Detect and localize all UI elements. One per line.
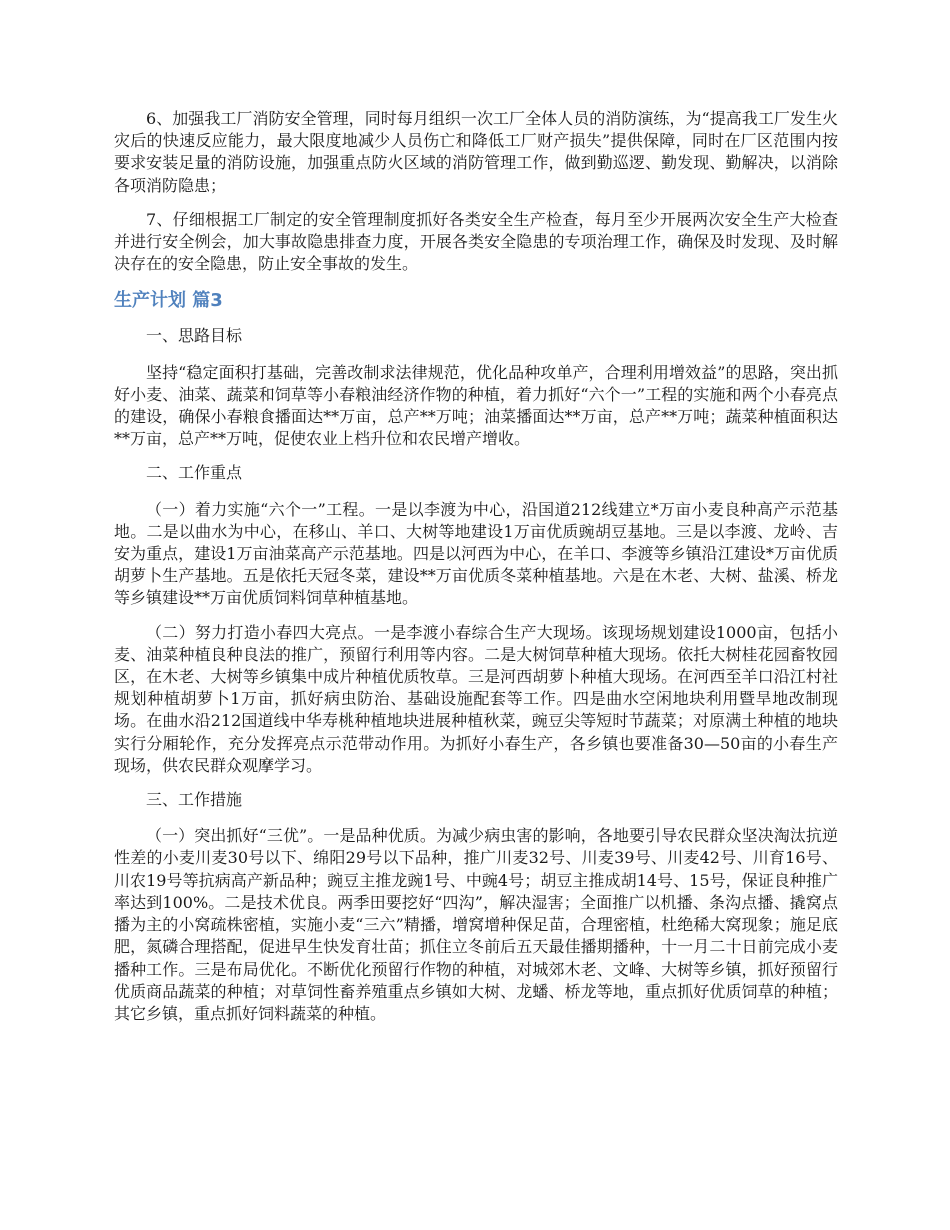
paragraph-focus-2: （二）努力打造小春四大亮点。一是李渡小春综合生产大现场。该现场规划建设1000亩，包括小麦、油菜种植良种良法的推广，预留行利用等内容。二是大树饲草种植大现场。依托大树桂花园畜牧园区，在木老、大树等乡镇集中成片种植优质牧草。三是河西胡萝卜种植大现场。在河西至羊口沿江村社规划种植胡萝卜1万亩，抓好病虫防治、基础设施配套等工作。四是曲水空闲地块利用暨旱地改制现场。在曲水沿212国道线中华寿桃种植地块进展种植秋菜，豌豆尖等短时节蔬菜；对原满土种植的地块实行分厢轮作，充分发挥亮点示范带动作用。为抓好小春生产，各乡镇也要准备30—50亩的小春生产现场，供农民群众观摩学习。 <box>114 622 838 775</box>
section-heading: 生产计划 篇3 <box>114 290 223 312</box>
paragraph-safety-inspection: 7、仔细根据工厂制定的安全管理制度抓好各类安全生产检查，每月至少开展两次安全生产大检查并进行安全例会，加大事故隐患排查力度，开展各类安全隐患的专项治理工作，确保及时发现、及时解决存在的安全隐患，防止安全事故的发生。 <box>114 209 838 274</box>
subheading-focus: 二、工作重点 <box>146 463 243 483</box>
paragraph-measures-1: （一）突出抓好“三优”。一是品种优质。为减少病虫害的影响，各地要引导农民群众坚决淘汰抗逆性差的小麦川麦30号以下、绵阳29号以下品种，推广川麦32号、川麦39号、川麦42号、川育16号、川农19号等抗病高产新品种；豌豆主推龙豌1号、中豌4号；胡豆主推成胡14号、15号，保证良种推广率达到100%。二是技术优良。两季田要挖好“四沟”，解决湿害；全面推广以机播、条沟点播、撬窝点播为主的小窝疏株密植，实施小麦“三六”精播，增窝增种保足苗，合理密植，杜绝稀大窝现象；施足底肥，氮磷合理搭配，促进早生快发育壮苗；抓住立冬前后五天最佳播期播种，十一月二十日前完成小麦播种工作。三是布局优化。不断优化预留行作物的种植，对城郊木老、文峰、大树等乡镇，抓好预留行优质商品蔬菜的种植；对草饲性畜养殖重点乡镇如大树、龙蟠、桥龙等地，重点抓好优质饲草的种植；其它乡镇，重点抓好饲料蔬菜的种植。 <box>114 826 838 1023</box>
document-page <box>114 108 838 1035</box>
paragraph-focus-1: （一）着力实施“六个一”工程。一是以李渡为中心，沿国道212线建立*万亩小麦良种高产示范基地。二是以曲水为中心，在移山、羊口、大树等地建设1万亩优质豌胡豆基地。三是以李渡、龙岭、吉安为重点，建设1万亩油菜高产示范基地。四是以河西为中心，在羊口、李渡等乡镇沿江建设*万亩优质胡萝卜生产基地。五是依托天冠冬菜，建设**万亩优质冬菜种植基地。六是在木老、大树、盐溪、桥龙等乡镇建设**万亩优质饲料饲草种植基地。 <box>114 499 838 608</box>
paragraph-goals: 坚持“稳定面积打基础，完善改制求法律规范，优化品种攻单产，合理利用增效益”的思路，突出抓好小麦、油菜、蔬菜和饲草等小春粮油经济作物的种植，着力抓好“六个一”工程的实施和两个小春亮点的建设，确保小春粮食播面达**万亩，总产**万吨；油菜播面达**万亩，总产**万吨；蔬菜种植面积达**万亩，总产**万吨，促使农业上档升位和农民增产增收。 <box>114 362 838 449</box>
paragraph-fire-safety: 6、加强我工厂消防安全管理，同时每月组织一次工厂全体人员的消防演练，为“提高我工厂发生火灾后的快速反应能力，最大限度地减少人员伤亡和降低工厂财产损失”提供保障，同时在厂区范围内按要求安装足量的消防设施，加强重点防火区域的消防管理工作，做到勤巡逻、勤发现、勤解决，以消除各项消防隐患； <box>114 109 838 195</box>
subheading-measures: 三、工作措施 <box>146 790 243 810</box>
subheading-goals: 一、思路目标 <box>146 326 243 346</box>
